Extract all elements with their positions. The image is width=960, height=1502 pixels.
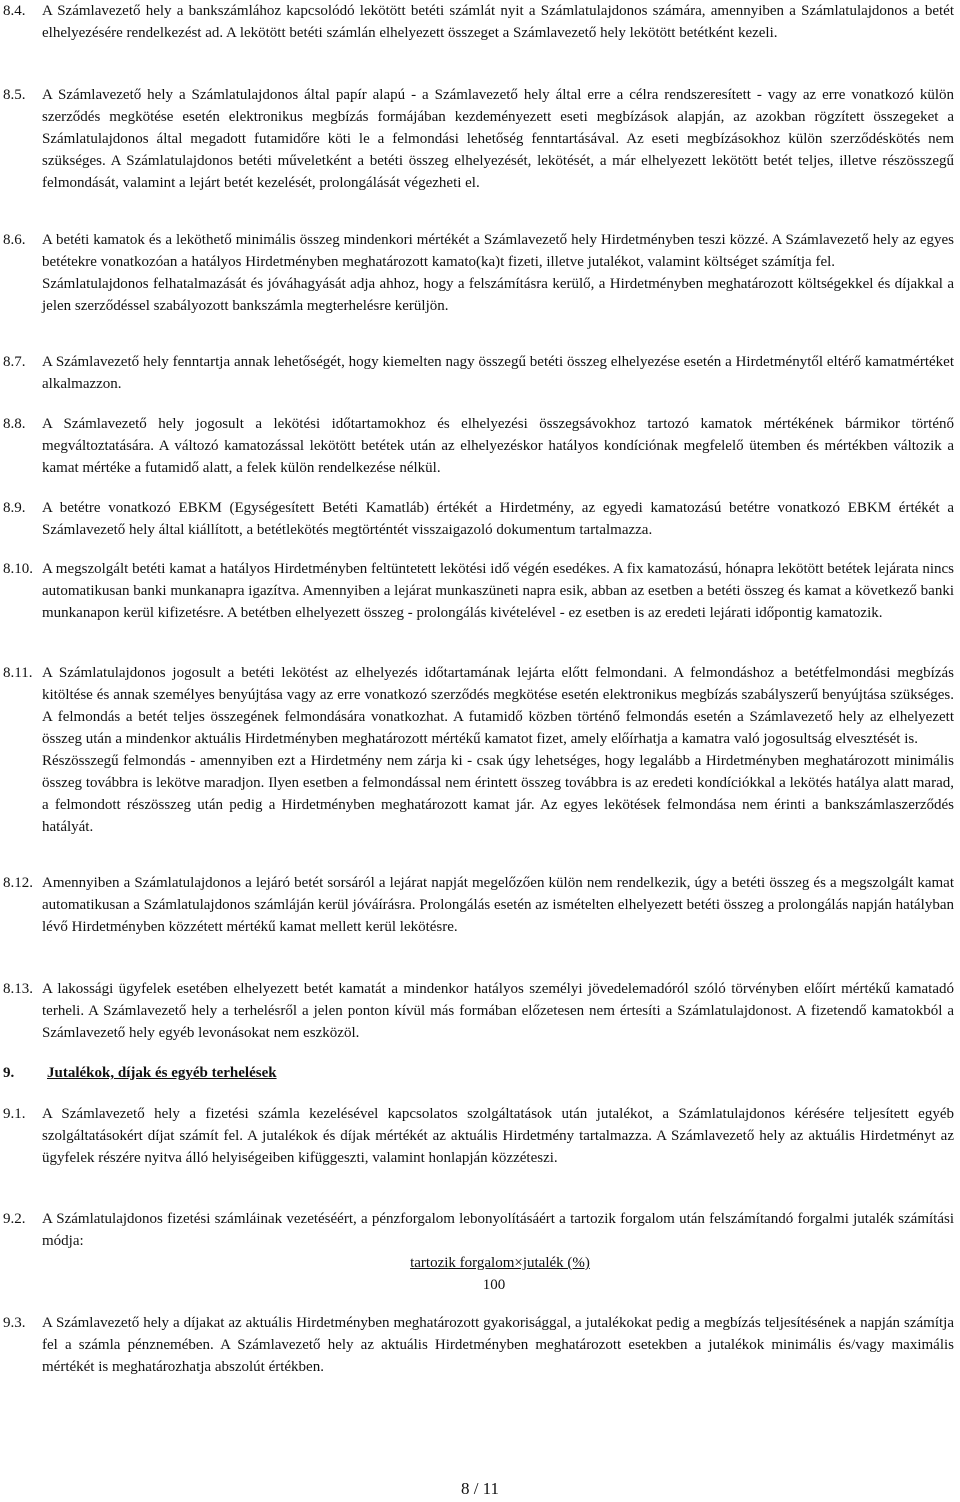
section-9-3 [0,1312,960,1378]
paragraph: Részösszegű felmondás - amennyiben ezt a Hirdetmény nem zárja ki - csak úgy lehetséges, hogy legalább a Hirdetményben meghatározott minimális összeg továbbra is lekötve maradjon. Ilyen esetben a felmondással nem érintett összeg továbbra is az eredeti kondíciókkal a lekötés hatálya alatt marad, a felmondott részösszeg után pedig a Hirdetményben meghatározott kamat jár. Az egyes lekötések felmondása nem érinti a bankszámlaszerződés hatályát. [42,753,954,835]
section-number: 8.6. [3,232,26,248]
paragraph: A megszolgált betéti kamat a hatályos Hirdetményben feltüntetett lekötési idő végén esedékes. A fix kamatozású, hónapra lekötött betétek lejárata nincs automatikusan banki munkanapra igazítva. Amennyiben a lejárat munkaszüneti napra esik, abban az esetben a betéti összeg és kamat a következő banki munkanapon kerül kifizetésre. A betétben elhelyezett összeg - prolongálás kivételével - ez esetben is az eredeti lejárati időpontig kamatozik. [42,561,954,621]
section-number: 8.10. [3,561,33,577]
paragraph: A betéti kamatok és a leköthető minimális összeg mindenkori mértékét a Számlavezető hely Hirdetményben teszi közzé. A Számlavezető hely az egyes betétekre vonatkozóan a hatályos Hirdetményben meghatározott kamato(ka)t fizeti, illetve jutalékot, valamint költséget számítja fel. [42,232,954,270]
paragraph: Amennyiben a Számlatulajdonos a lejáró betét sorsáról a lejárat napját megelőzően külön nem rendelkezik, úgy a betéti összeg és a megszolgált kamat automatikusan a Számlatulajdonos számláján kerül jóváírásra. Prolongálás esetén az ismételten elhelyezett betéti összeg a prolongálás napján hatályban lévő Hirdetményben közzétett mértékű kamat mellett kerül lekötésre. [42,875,954,935]
section-body [42,229,954,317]
section-9-2 [0,1208,960,1252]
section-number: 9.1. [3,1106,26,1122]
formula-denominator: 100 [482,1277,506,1293]
section-body [42,84,954,194]
section-8-6 [0,229,960,317]
section-number: 9.3. [3,1315,26,1331]
paragraph: A Számlavezető hely a fizetési számla kezelésével kapcsolatos szolgáltatások után jutalékot, a Számlatulajdonos kérésére teljesített egyéb szolgáltatásokért díjat számít fel. A jutalékok és díjak mértékét az aktuális Hirdetmény tartalmazza. A Számlavezető hely az aktuális Hirdetményt az ügyfelek részére nyitva álló helyiségeiben kifüggeszti, valamint honlapján közzéteszi. [42,1106,954,1166]
paragraph: A lakossági ügyfelek esetében elhelyezett betét kamatát a mindenkor hatályos személyi jövedelemadóról szóló törvényben előírt mértékű kamatadó terheli. A Számlavezető hely a terhelésről a jelen ponton kívül más formában előzetesen nem értesíti a Számlatulajdonost. A fizetendő kamatokból a Számlavezető hely egyéb levonásokat nem eszközöl. [42,981,954,1041]
section-8-9 [0,497,960,541]
formula-numerator: tartozik forgalom×jutalék (%) [410,1255,590,1271]
section-body [42,1208,954,1252]
paragraph: A Számlatulajdonos fizetési számláinak vezetéséért, a pénzforgalom lebonyolításáért a tartozik forgalom után felszámítandó forgalmi jutalék számítási módja: [42,1211,954,1249]
section-body [42,872,954,938]
section-8-10 [0,558,960,624]
section-number: 8.11. [3,665,33,681]
paragraph: A Számlatulajdonos jogosult a betéti lekötést az elhelyezés időtartamának lejárta előtt felmondani. A felmondáshoz a betétfelmondási megbízás kitöltése és annak személyes benyújtása vagy az erre vonatkozó szerződés megkötése esetén elektronikus megbízás szabályszerű benyújtása szükséges. A felmondás a betét teljes összegének felmondására vonatkozhat. A futamidő közben történő felmondás esetén a Számlavezető hely az elhelyezett összeg után a mindenkor aktuális Hirdetményben meghatározott mértékű kamatot fizet, amely előírhatja a kamatra való jogosultság elvesztését is. [42,665,954,747]
section-number: 8.5. [3,87,26,103]
section-body [42,351,954,395]
section-number: 8.13. [3,981,33,997]
section-8-12 [0,872,960,938]
paragraph: A Számlavezető hely jogosult a lekötési időtartamokhoz és elhelyezési összegsávokhoz tartozó kamatok mértékének bármikor történő megváltoztatására. A változó kamatozással lekötött betétek után az elhelyezéskor hatályos kondíciónak megfelelő ütemben és mértékben változik a kamat mértéke a futamidő alatt, a felek külön rendelkezése nélkül. [42,416,954,476]
section-body [42,1312,954,1378]
section-8-4 [0,0,960,44]
section-body [42,662,954,838]
page-number: 8 / 11 [460,1479,500,1498]
section-number: 9.2. [3,1211,26,1227]
commission-formula [0,1252,960,1296]
paragraph: Számlatulajdonos felhatalmazását és jóváhagyását adja ahhoz, hogy a felszámításra kerülő, a Hirdetményben meghatározott költségekkel és díjakkal a jelen szerződéssel szabályozott bankszámla megterhelésre kerüljön. [42,276,954,314]
heading-number: 9. [3,1065,15,1081]
paragraph: A Számlavezető hely a bankszámlához kapcsolódó lekötött betéti számlát nyit a Számlatulajdonos számára, amennyiben a Számlatulajdonos a betét elhelyezésére rendelkezést ad. A lekötött betéti számlán elhelyezett összeget a Számlavezető hely lekötött betétként kezeli. [42,3,954,41]
section-8-8 [0,413,960,479]
section-9-1 [0,1103,960,1169]
section-body [42,558,954,624]
paragraph: A betétre vonatkozó EBKM (Egységesített Betéti Kamatláb) értékét a Hirdetmény, az egyedi kamatozású betétre vonatkozó EBKM értékét a Számlavezető hely által kiállított, a betétlekötés megtörténtét visszaigazoló dokumentum tartalmazza. [42,500,954,538]
section-number: 8.8. [3,416,26,432]
section-body [42,413,954,479]
section-8-11 [0,662,960,838]
section-body [42,497,954,541]
section-8-7 [0,351,960,395]
section-number: 8.12. [3,875,33,891]
section-number: 8.4. [3,3,26,19]
section-body [42,978,954,1044]
paragraph: A Számlavezető hely fenntartja annak lehetőségét, hogy kiemelten nagy összegű betéti összeg elhelyezése esetén a Hirdetménytől eltérő kamatmértéket alkalmazzon. [42,354,954,392]
section-number: 8.7. [3,354,26,370]
heading-title: Jutalékok, díjak és egyéb terhelések [47,1065,277,1081]
section-8-5 [0,84,960,194]
section-body [42,0,954,44]
paragraph: A Számlavezető hely a díjakat az aktuális Hirdetményben meghatározott gyakorisággal, a jutalékokat pedig a megbízás teljesítésének a napján számítja fel a számla pénznemében. A Számlavezető hely az aktuális Hirdetményben meghatározott esetekben a jutalékok minimális és/vagy maximális mértékét is meghatározhatja abszolút értékben. [42,1315,954,1375]
section-8-13 [0,978,960,1044]
section-number: 8.9. [3,500,26,516]
paragraph: A Számlavezető hely a Számlatulajdonos által papír alapú - a Számlavezető hely által erre a célra rendszeresített - vagy az erre vonatkozó külön szerződés megkötése esetén elektronikus megbízás formájában kezdeményezett eseti megbízások alapján, az azokban rögzített összegeket a Számlatulajdonos által megadott futamidőre köti le a felmondási lehetőség fenntartásával. Az eseti megbízásokhoz külön szerződéskötés nem szükséges. A Számlatulajdonos betéti műveletként a betéti összeg elhelyezését, lekötését, a már elhelyezett lekötött betét teljes, illetve részösszegű felmondását, valamint a lejárt betét kezelését, prolongálását végezheti el. [42,87,954,191]
section-body [42,1103,954,1169]
